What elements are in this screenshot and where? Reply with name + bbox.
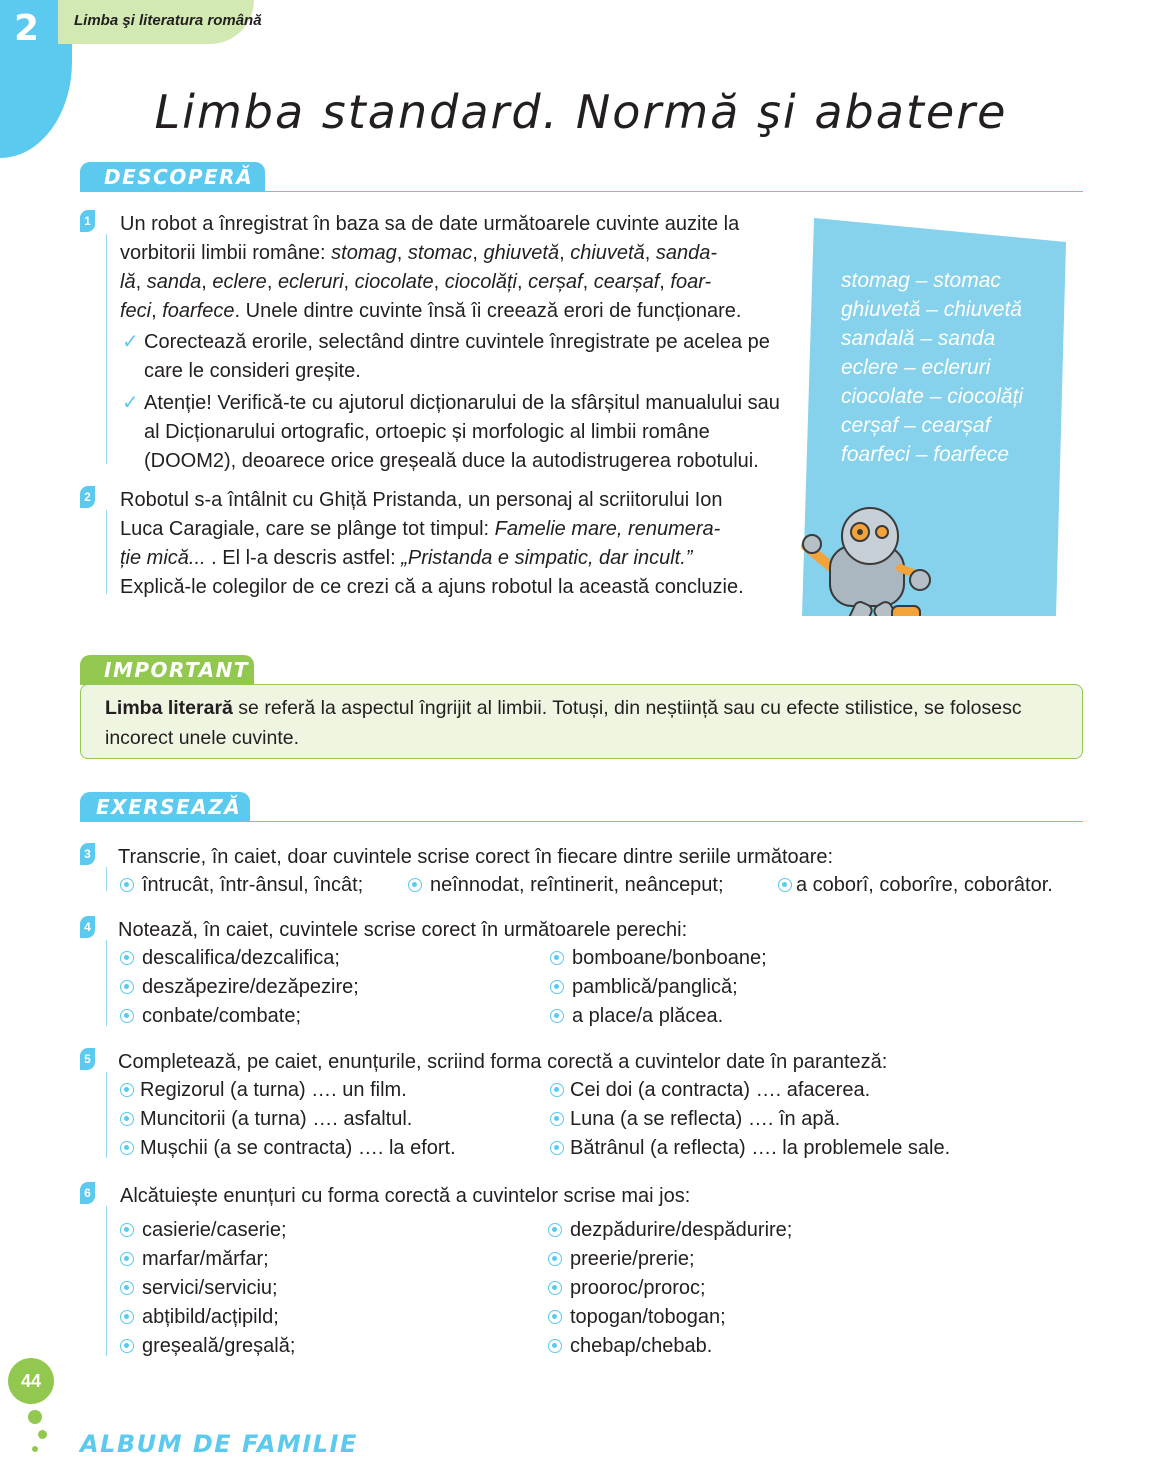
text-line: lă, sanda, eclere, ecleruri, ciocolate, ciocolăți, cerșaf, cearșaf, foar- [120,271,712,293]
exercise-text [120,210,780,476]
exercise-number: 5 [80,1048,95,1070]
exercise-bar [106,940,107,1026]
list-item: pamblică/panglică; [550,973,767,1002]
bullet-icon [408,878,422,892]
text-line: Un robot a înregistrat în baza sa de date următoarele cuvinte auzite la [120,213,740,235]
exercise-text: Completează, pe caiet, enunțurile, scriind forma corectă a cuvintelor date în paranteză: [118,1051,888,1073]
exercise-bar [106,510,107,594]
list-item: deszăpezire/dezăpezire; [120,973,359,1002]
list-item: greșeală/greșală; [120,1332,295,1361]
bullet-icon [550,951,564,965]
list-item: Regizorul (a turna) …. un film. [120,1076,456,1105]
right-column [550,944,767,1031]
section-banner-important: IMPORTANT [80,655,254,685]
text-line: vorbitorii limbii române: stomag, stomac, ghiuvetă, chiuvetă, sanda- [120,242,718,264]
bullet-icon [550,1112,564,1126]
word-pair: eclere – ecleruri [841,356,991,379]
chapter-number: 2 [14,8,40,49]
bullet-icon [548,1310,562,1324]
bullet-icon [550,1141,564,1155]
important-text: se referă la aspectul îngrijit al limbii. Totuși, din neștiință sau cu efecte stilistice, se folosesc incorect unele cuvinte. [105,697,1022,749]
exercise-text: Notează, în caiet, cuvintele scrise corect în următoarele perechi: [118,919,688,941]
list-item: a place/a plăcea. [550,1002,767,1031]
text-line: Explică-le colegilor de ce crezi că a ajuns robotul la această concluzie. [120,576,744,598]
word-pair: stomag – stomac [841,269,1001,292]
subject-label: Limba şi literatura română [74,12,262,29]
list-item: conbate/combate; [120,1002,359,1031]
exercise-bar [106,234,107,464]
bullet-icon [120,1310,134,1324]
list-item: topogan/tobogan; [548,1303,792,1332]
left-column [120,1076,456,1163]
answer-panel [800,216,1066,616]
list-item: Bătrânul (a reflecta) …. la problemele sale. [550,1134,950,1163]
bullet-icon [120,1223,134,1237]
word-pair: ghiuvetă – chiuvetă [841,298,1022,321]
list-item: casierie/caserie; [120,1216,295,1245]
bullet-icon [550,1083,564,1097]
bullet-icon [120,1339,134,1353]
word-pairs-list [841,266,1023,469]
exercise-number: 1 [80,210,95,232]
list-item: Mușchii (a se contracta) …. la efort. [120,1134,456,1163]
list-item: abțibild/acțipild; [120,1303,295,1332]
text-line: ție mică... . El l-a descris astfel: „Pristanda e simpatic, dar incult.” [120,547,693,569]
option-item: întrucât, într-ânsul, încât; [120,871,363,900]
bullet-icon [548,1339,562,1353]
decor-dot [32,1446,38,1452]
bullet-icon [548,1252,562,1266]
check-item: ✓ Atenție! Verifică-te cu ajutorul dicționarului de la sfârșitul manualului sau al Dicționarului ortografic, ortoepic și morfologic al limbii române (DOOM2), deoarece orice greșeală duce la autodistrugerea robotului. [120,389,780,476]
bullet-icon [778,878,792,892]
left-column [120,1216,295,1361]
exercise-text: Transcrie, în caiet, doar cuvintele scrise corect în fiecare dintre seriile următoare: [118,846,834,868]
list-item: chebap/chebab. [548,1332,792,1361]
list-item: bomboane/bonboane; [550,944,767,973]
option-item: a coborî, coborîre, coborâtor. [778,871,1053,900]
check-item: ✓ Corectează erorile, selectând dintre cuvintele înregistrate pe acelea pe care le consideri greșite. [120,328,780,386]
text-line: Robotul s-a întâlnit cu Ghiță Pristanda, un personaj al scriitorului Ion [120,489,723,511]
text-line: feci, foarfece. Unele dintre cuvinte însă îi creează erori de funcționare. [120,300,742,322]
list-item: Muncitorii (a turna) …. asfaltul. [120,1105,456,1134]
word-pair: sandală – sanda [841,327,996,350]
important-term: Limba literară [105,697,233,719]
right-column [548,1216,792,1361]
bullet-icon [120,878,134,892]
bullet-icon [120,1281,134,1295]
exercise-text: Alcătuiește enunțuri cu forma corectă a cuvintelor scrise mai jos: [120,1185,691,1207]
word-pair: ciocolate – ciocolăți [841,385,1024,408]
section-banner-descopera: DESCOPERĂ ! [80,162,265,192]
important-box [80,684,1083,759]
option-item: neînnodat, reîntinerit, neânceput; [408,871,724,900]
unit-title: ALBUM DE FAMILIE [80,1430,358,1458]
exercise-bar [106,1072,107,1158]
list-item: prooroc/proroc; [548,1274,792,1303]
checkmark-icon: ✓ [122,392,139,414]
bullet-icon [550,980,564,994]
decor-dot [38,1430,47,1439]
bullet-icon [120,1009,134,1023]
section-banner-exerseaza: EXERSEAZĂ ! [80,792,250,822]
checkmark-icon: ✓ [122,331,139,353]
list-item: Luna (a se reflecta) …. în apă. [550,1105,950,1134]
bullet-icon [120,1141,134,1155]
page-number: 44 [8,1358,54,1404]
exercise-bar [106,867,107,891]
exercise-number: 4 [80,916,95,938]
left-column [120,944,359,1031]
bullet-icon [548,1223,562,1237]
exercise-number: 3 [80,843,95,865]
word-pair: foarfeci – foarfece [841,443,1010,466]
word-pair: cerșaf – cearșaf [841,414,991,437]
bullet-icon [120,1252,134,1266]
decor-dot [28,1410,42,1424]
bullet-icon [550,1009,564,1023]
list-item: preerie/prerie; [548,1245,792,1274]
bullet-icon [548,1281,562,1295]
bullet-icon [120,1083,134,1097]
page-title: Limba standard. Normă şi abatere [154,85,1008,139]
list-item: servici/serviciu; [120,1274,295,1303]
exercise-text [120,486,780,602]
list-item: marfar/mărfar; [120,1245,295,1274]
text-line: Luca Caragiale, care se plânge tot timpul: Famelie mare, renumera- [120,518,721,540]
list-item: descalifica/dezcalifica; [120,944,359,973]
exercise-bar [106,1206,107,1356]
right-column [550,1076,950,1163]
bullet-icon [120,980,134,994]
bullet-icon [120,1112,134,1126]
exercise-number: 2 [80,486,95,508]
exercise-number: 6 [80,1182,95,1204]
list-item: Cei doi (a contracta) …. afacerea. [550,1076,950,1105]
list-item: dezpădurire/despădurire; [548,1216,792,1245]
bullet-icon [120,951,134,965]
